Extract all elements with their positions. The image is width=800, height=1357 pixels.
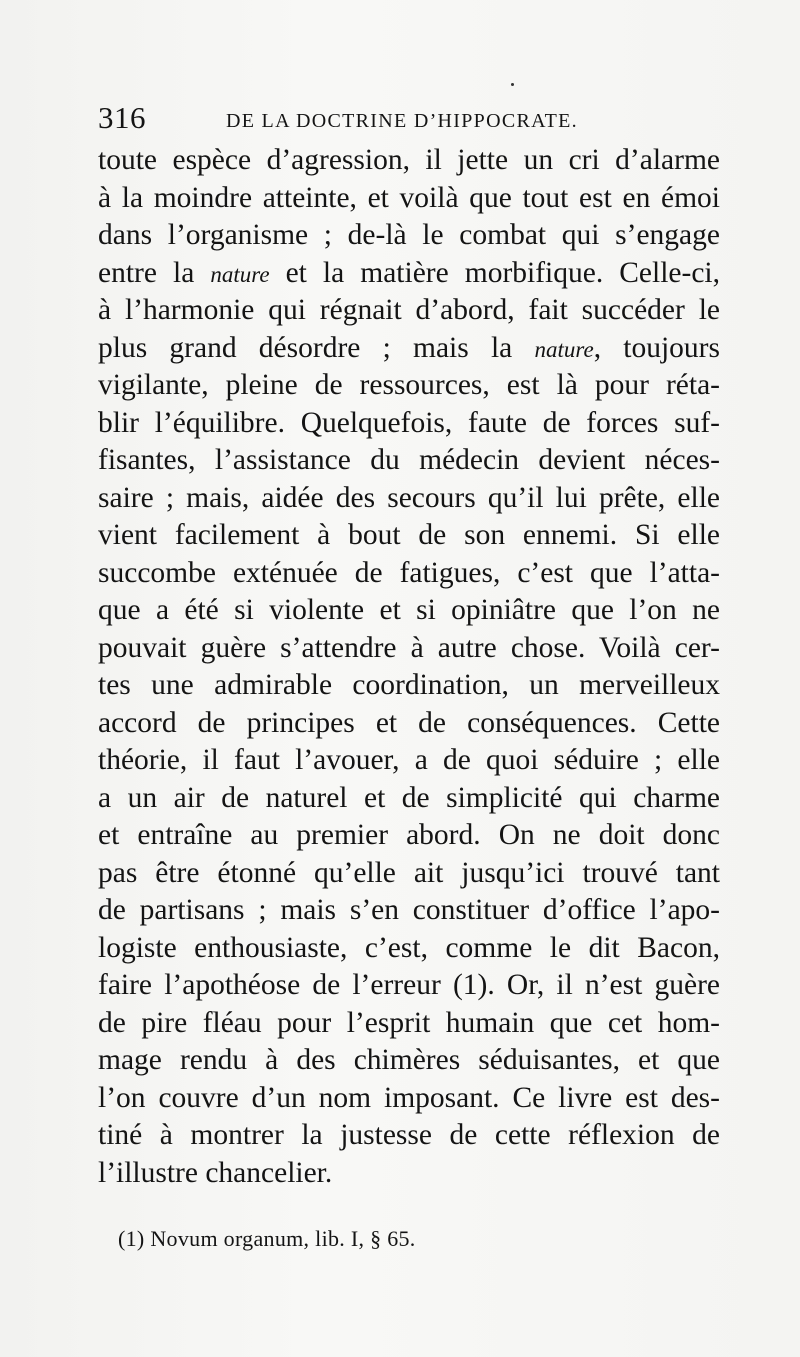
text-segment: vigilante, pleine de ressources, est là pour réta- xyxy=(98,369,720,401)
text-segment: entre la xyxy=(98,256,211,289)
text-segment: que a été si violente et si opiniâtre que l’on ne xyxy=(98,594,720,626)
text-line xyxy=(98,855,720,893)
page-number: 316 xyxy=(98,100,146,135)
text-line xyxy=(98,405,720,443)
text-segment: et entraîne au premier abord. On ne doit donc xyxy=(98,819,720,851)
text-line xyxy=(98,442,720,480)
italic-word: nature xyxy=(210,261,270,287)
footnote: (1) Novum organum, lib. I, § 65. xyxy=(118,1226,416,1251)
text-line xyxy=(98,517,720,555)
page-header xyxy=(98,100,720,140)
ink-speck xyxy=(511,83,514,86)
text-line xyxy=(98,705,720,743)
text-segment: faire l’apothéose de l’erreur (1). Or, il n’est guère xyxy=(98,969,720,1001)
text-segment: fisantes, l’assistance du médecin devient néces- xyxy=(98,444,720,476)
text-segment: théorie, il faut l’avouer, a de quoi séduire ; elle xyxy=(98,744,720,776)
text-segment: de pire fléau pour l’esprit humain que cet hom- xyxy=(98,1006,720,1039)
text-line xyxy=(98,180,720,218)
text-line xyxy=(98,292,720,330)
text-segment: succombe exténuée de fatigues, c’est que l’atta- xyxy=(98,556,720,589)
text-segment: à la moindre atteinte, et voilà que tout est en émoi xyxy=(98,181,720,214)
text-segment: pouvait guère s’attendre à autre chose. Voilà cer- xyxy=(98,631,720,664)
text-segment: l’illustre chancelier. xyxy=(98,1156,333,1189)
text-segment: pas être étonné qu’elle ait jusqu’ici trouvé tant xyxy=(98,856,720,889)
text-line xyxy=(98,1155,720,1193)
text-line xyxy=(98,480,720,518)
text-segment: saire ; mais, aidée des secours qu’il lui prête, elle xyxy=(98,481,720,514)
text-segment: plus grand désordre ; mais la xyxy=(98,331,535,364)
text-segment: accord de principes et de conséquences. Cette xyxy=(98,706,720,739)
text-segment: , toujours xyxy=(593,331,720,364)
text-segment: blir l’équilibre. Quelquefois, faute de forces suf- xyxy=(98,406,720,439)
text-segment: mage rendu à des chimères séduisantes, et que xyxy=(98,1044,720,1076)
text-line xyxy=(98,592,720,630)
text-line xyxy=(98,1080,720,1118)
text-line xyxy=(98,630,720,668)
text-segment: toute espèce d’agression, il jette un cri d’alarme xyxy=(98,144,720,176)
text-line xyxy=(98,555,720,593)
text-line xyxy=(98,1005,720,1043)
text-line xyxy=(98,667,720,705)
text-line xyxy=(98,742,720,780)
text-line xyxy=(98,330,720,368)
text-segment: de partisans ; mais s’en constituer d’office l’apo- xyxy=(98,894,720,926)
text-segment: l’on couvre d’un nom imposant. Ce livre est des- xyxy=(98,1081,720,1114)
text-segment: logiste enthousiaste, c’est, comme le dit Bacon, xyxy=(98,931,720,964)
text-segment: dans l’organisme ; de-là le combat qui s’engage xyxy=(98,219,720,251)
text-line xyxy=(98,1117,720,1155)
text-line xyxy=(98,255,720,293)
text-line xyxy=(98,780,720,818)
text-line xyxy=(98,217,720,255)
text-line xyxy=(98,1042,720,1080)
text-segment: vient facilement à bout de son ennemi. Si elle xyxy=(98,519,720,551)
body-text xyxy=(98,142,720,1192)
text-line xyxy=(98,892,720,930)
text-line xyxy=(98,817,720,855)
text-line xyxy=(98,367,720,405)
text-segment: tiné à montrer la justesse de cette réflexion de xyxy=(98,1119,720,1151)
text-segment: à l’harmonie qui régnait d’abord, fait succéder le xyxy=(98,294,720,326)
text-line xyxy=(98,930,720,968)
text-segment: et la matière morbifique. Celle-ci, xyxy=(269,256,720,289)
text-segment: a un air de naturel et de simplicité qui charme xyxy=(98,781,720,814)
running-title: DE LA DOCTRINE D’HIPPOCRATE. xyxy=(226,110,578,132)
italic-word: nature xyxy=(534,336,594,362)
text-segment: tes une admirable coordination, un merveilleux xyxy=(98,669,720,701)
text-line xyxy=(98,967,720,1005)
text-line xyxy=(98,142,720,180)
